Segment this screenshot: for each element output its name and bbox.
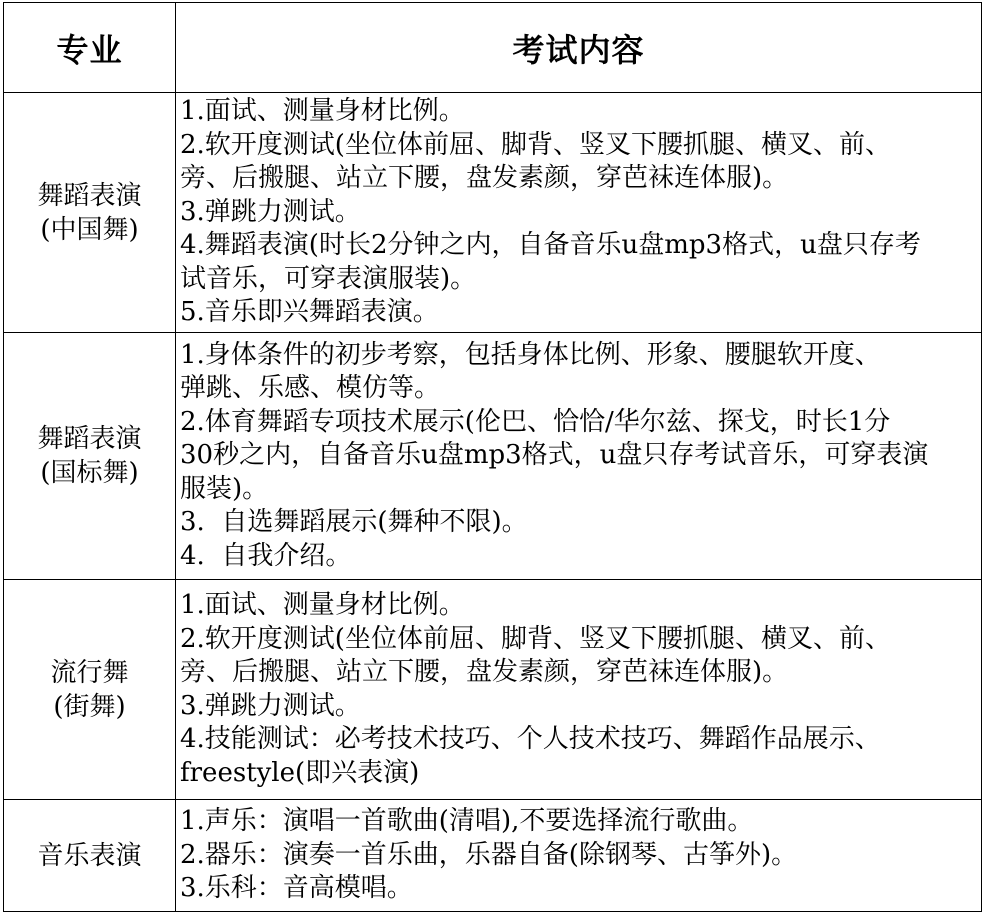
content-cell-ballroom-dance bbox=[176, 333, 982, 580]
exam-content-line: 2.器乐：演奏一首乐曲，乐器自备(除钢琴、古筝外)。 bbox=[180, 839, 798, 870]
exam-content-line: 4. 自我介绍。 bbox=[180, 540, 352, 571]
major-name: 舞蹈表演 bbox=[37, 180, 142, 211]
exam-content-line: 2.软开度测试(坐位体前屈、脚背、竖叉下腰抓腿、横叉、前、 bbox=[180, 623, 891, 654]
major-cell-music-performance bbox=[4, 800, 176, 912]
exam-content-line: 3.弹跳力测试。 bbox=[180, 690, 361, 721]
content-cell-street-dance bbox=[176, 580, 982, 800]
major-name: 流行舞 bbox=[50, 657, 129, 688]
exam-content-line: 1.身体条件的初步考察，包括身体比例、形象、腰腿软开度、 bbox=[180, 339, 881, 370]
major-name: 音乐表演 bbox=[37, 840, 142, 871]
exam-content-line: 试音乐，可穿表演服装)。 bbox=[180, 263, 477, 294]
content-cell-music-performance bbox=[176, 800, 982, 912]
exam-content-line: 弹跳、乐感、模仿等。 bbox=[180, 373, 441, 404]
header-major bbox=[4, 3, 176, 93]
exam-content-line: 4.舞蹈表演(时长2分钟之内，自备音乐u盘mp3格式，u盘只存考 bbox=[180, 230, 921, 261]
exam-content-line: 旁、后搬腿、站立下腰，盘发素颜，穿芭袜连体服)。 bbox=[180, 657, 789, 687]
major-cell-chinese-dance bbox=[4, 93, 176, 333]
exam-content-table bbox=[3, 2, 982, 912]
exam-content-line: 4.技能测试：必考技术技巧、个人技术技巧、舞蹈作品展示、 bbox=[180, 724, 881, 754]
exam-content-line: 5.音乐即兴舞蹈表演。 bbox=[180, 297, 439, 328]
major-cell-street-dance bbox=[4, 580, 176, 800]
header-major-label: 专业 bbox=[56, 30, 123, 69]
exam-content-line: 1.面试、测量身材比例。 bbox=[180, 96, 465, 127]
exam-content-line: 3.弹跳力测试。 bbox=[180, 196, 361, 227]
header-content bbox=[176, 3, 982, 93]
exam-content-line: 2.体育舞蹈专项技术展示(伦巴、恰恰/华尔兹、探戈，时长1分 bbox=[180, 406, 891, 437]
major-subname: (街舞) bbox=[53, 691, 126, 722]
exam-content-line: 3. 自选舞蹈展示(舞种不限)。 bbox=[180, 507, 528, 538]
exam-content-line: 1.面试、测量身材比例。 bbox=[180, 590, 465, 620]
exam-content-line: freestyle(即兴表演) bbox=[180, 757, 420, 788]
exam-content-line: 服装)。 bbox=[180, 473, 269, 504]
major-subname: (中国舞) bbox=[40, 214, 139, 245]
exam-content-line: 3.乐科：音高模唱。 bbox=[180, 873, 413, 904]
exam-content-line: 2.软开度测试(坐位体前屈、脚背、竖叉下腰抓腿、横叉、前、 bbox=[180, 129, 891, 160]
header-content-label: 考试内容 bbox=[512, 30, 645, 69]
major-name: 舞蹈表演 bbox=[37, 424, 142, 454]
exam-content-line: 1.声乐：演唱一首歌曲(清唱),不要选择流行歌曲。 bbox=[180, 806, 754, 837]
major-subname: (国标舞) bbox=[40, 458, 139, 488]
exam-content-line: 旁、后搬腿、站立下腰，盘发素颜，穿芭袜连体服)。 bbox=[180, 163, 789, 194]
major-cell-ballroom-dance bbox=[4, 333, 176, 580]
exam-content-line: 30秒之内，自备音乐u盘mp3格式，u盘只存考试音乐，可穿表演 bbox=[180, 440, 929, 471]
content-cell-chinese-dance bbox=[176, 93, 982, 333]
